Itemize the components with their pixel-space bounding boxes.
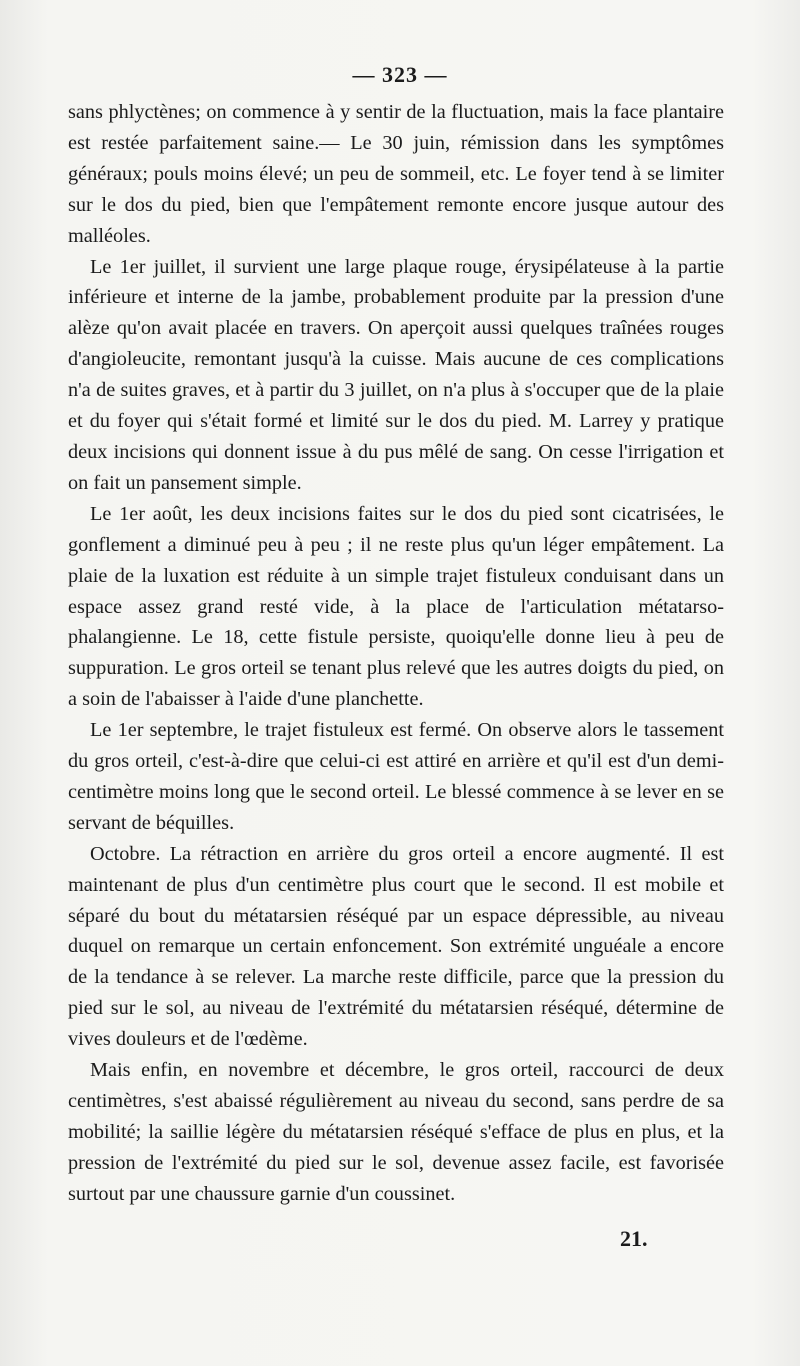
- paragraph-august: Le 1er août, les deux incisions faites sur le dos du pied sont cicatrisées, le gonflement a diminué peu à peu ; il ne reste plus qu'un léger empâtement. La plaie de la luxation est réduite à un simple trajet fistuleux conduisant dans un espace assez grand resté vide, à la place de l'articulation métatarso-phalangienne. Le 18, cette fistule persiste, quoiqu'elle donne lieu à peu de suppuration. Le gros orteil se tenant plus relevé que les autres doigts du pied, on a soin de l'abaisser à l'aide d'une planchette.: [68, 502, 724, 711]
- page-number: — 323 —: [352, 62, 448, 87]
- paragraph-september: Le 1er septembre, le trajet fistuleux est fermé. On observe alors le tassement du gros orteil, c'est-à-dire que celui-ci est attiré en arrière et qu'il est d'un demi-centimètre moins long que le second orteil. Le blessé commence à se lever en se servant de béquilles.: [68, 719, 724, 834]
- paragraph-july: Le 1er juillet, il survient une large plaque rouge, érysipélateuse à la partie inférieure et interne de la jambe, probablement produite par la pression d'une alèze qu'on avait placée en travers. On aperçoit aussi quelques traînées rouges d'angioleucite, remontant jusqu'à la cuisse. Mais aucune de ces complications n'a de suites graves, et à partir du 3 juillet, on n'a plus à s'occuper que de la plaie et du foyer qui s'était formé et limité sur le dos du pied. M. Larrey y pratique deux incisions qui donnent issue à du pus mêlé de sang. On cesse l'irrigation et on fait un pansement simple.: [68, 255, 724, 494]
- paragraph-continuation: sans phlyctènes; on commence à y sentir de la fluctuation, mais la face plantaire est restée parfaitement saine.— Le 30 juin, rémission dans les symptômes généraux; pouls moins élevé; un peu de sommeil, etc. Le foyer tend à se limiter sur le dos du pied, bien que l'empâtement remonte encore jusque autour des malléoles.: [68, 101, 724, 247]
- signature-mark: 21.: [620, 1226, 648, 1251]
- body-text: [68, 97, 724, 1210]
- paragraph-october: Octobre. La rétraction en arrière du gros orteil a encore augmenté. Il est maintenant de plus d'un centimètre plus court que le second. Il est mobile et séparé du bout du métatarsien réséqué par un espace dépressible, au niveau duquel on remarque un certain enfoncement. Son extrémité unguéale a encore de la tendance à se relever. La marche reste difficile, parce que la pression du pied sur le sol, au niveau de l'extrémité du métatarsien réséqué, détermine de vives douleurs et de l'œdème.: [68, 842, 724, 1051]
- paragraph-november-december: Mais enfin, en novembre et décembre, le gros orteil, raccourci de deux centimètres, s'est abaissé régulièrement au niveau du second, sans perdre de sa mobilité; la saillie légère du métatarsien réséqué s'efface de plus en plus, et la pression de l'extrémité du pied sur le sol, devenue assez facile, est favorisée surtout par une chaussure garnie d'un coussinet.: [68, 1059, 724, 1205]
